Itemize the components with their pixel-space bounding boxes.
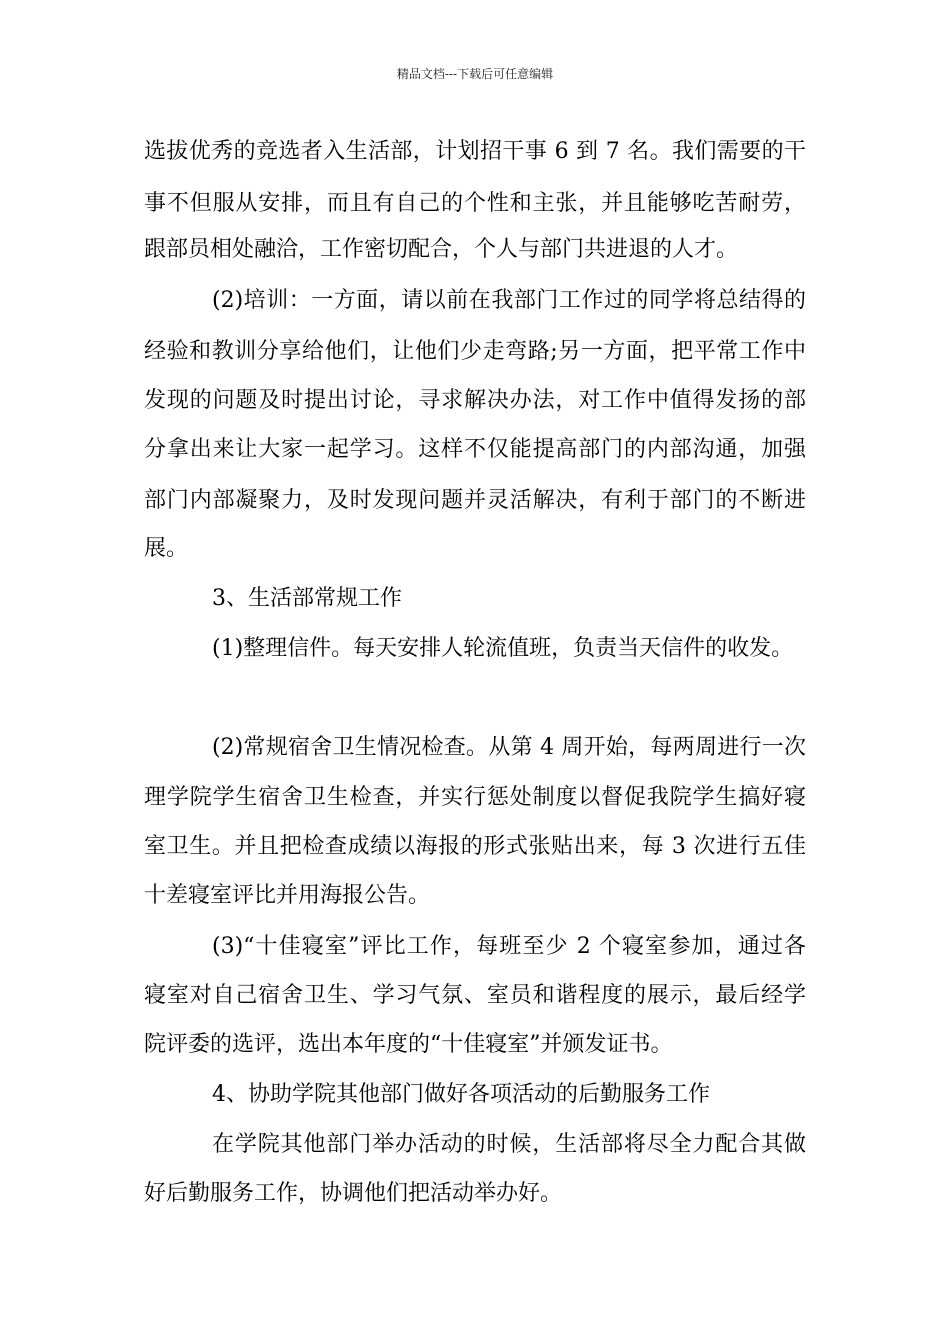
- section-heading: 3、生活部常规工作: [212, 586, 402, 611]
- body-line: 十差寝室评比并用海报公告。: [144, 883, 431, 908]
- body-line: (2)培训：一方面，请以前在我部门工作过的同学将总结得的: [212, 288, 806, 313]
- body-line: 跟部员相处融洽，工作密切配合，个人与部门共进退的人才。: [144, 237, 739, 262]
- page-header: 精品文档---下载后可任意编辑: [396, 67, 554, 81]
- body-line: 事不但服从安排，而且有自己的个性和主张，并且能够吃苦耐劳，: [144, 191, 806, 216]
- body-line: 发现的问题及时提出讨论，寻求解决办法，对工作中值得发扬的部: [144, 388, 806, 413]
- body-line: 室卫生。并且把检查成绩以海报的形式张贴出来，每 3 次进行五佳: [144, 834, 806, 859]
- body-line: 理学院学生宿舍卫生检查，并实行惩处制度以督促我院学生搞好寝: [144, 785, 806, 810]
- section-heading: 4、协助学院其他部门做好各项活动的后勤服务工作: [212, 1082, 710, 1107]
- body-line: 寝室对自己宿舍卫生、学习气氛、室员和谐程度的展示，最后经学: [144, 983, 806, 1008]
- body-line: 选拔优秀的竞选者入生活部，计划招干事 6 到 7 名。我们需要的干: [144, 139, 806, 164]
- body-line: 好后勤服务工作，协调他们把活动举办好。: [144, 1181, 563, 1206]
- body-line: 在学院其他部门举办活动的时候，生活部将尽全力配合其做: [212, 1132, 806, 1157]
- body-line: 院评委的选评，选出本年度的“十佳寝室”并颁发证书。: [144, 1032, 673, 1057]
- body-line: 部门内部凝聚力，及时发现问题并灵活解决，有利于部门的不断进: [144, 488, 806, 513]
- body-line: (3)“十佳寝室”评比工作，每班至少 2 个寝室参加，通过各: [212, 934, 806, 959]
- body-line: 展。: [144, 536, 189, 561]
- body-line: (2)常规宿舍卫生情况检查。从第 4 周开始，每两周进行一次: [212, 735, 806, 760]
- body-line: 分拿出来让大家一起学习。这样不仅能提高部门的内部沟通，加强: [144, 437, 806, 462]
- body-line: 经验和教训分享给他们，让他们少走弯路;另一方面，把平常工作中: [144, 339, 806, 364]
- body-line: (1)整理信件。每天安排人轮流值班，负责当天信件的收发。: [212, 636, 794, 661]
